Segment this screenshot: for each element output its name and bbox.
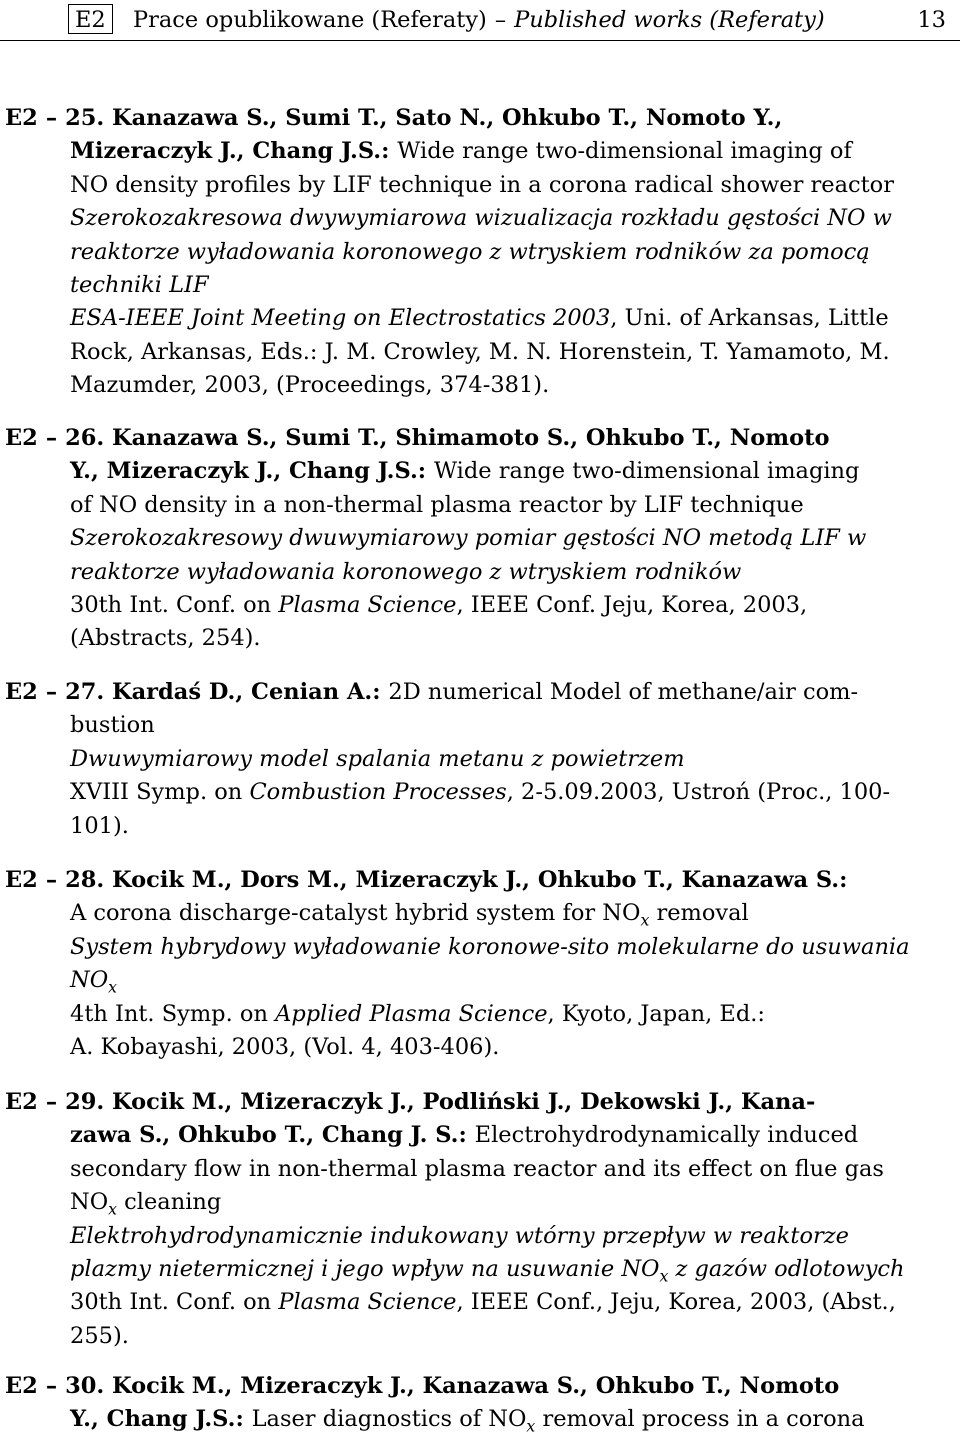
entry-line (70, 1286, 896, 1319)
entry-id: E2 (5, 679, 38, 705)
header-title-en: Published works (Referaty) (514, 7, 825, 33)
entry-id: E2 (5, 1089, 38, 1115)
entry-dash: – (45, 867, 58, 893)
entry-text: (Abstracts, 254). (70, 625, 261, 652)
page-number: 13 (917, 7, 946, 33)
entry-line (70, 1153, 884, 1186)
title-polish: NO (70, 967, 109, 994)
title-polish-cont: z gazów odlotowych (668, 1256, 905, 1282)
entry-id: E2 (5, 425, 38, 451)
title-polish: techniki LIF (70, 272, 209, 298)
entry-text-cont: , 2-5.09.2003, Ustroń (Proc., 100- (506, 779, 891, 806)
entry-dash: – (45, 425, 58, 451)
entry-line (5, 864, 847, 897)
title-polish: reaktorze wyładowania koronowego z wtryskiem rodników (70, 558, 742, 585)
entry-line (70, 964, 117, 997)
entry-line (70, 489, 804, 522)
entry-line (70, 1253, 905, 1286)
entry-id: E2 (5, 1373, 38, 1399)
entry-text: NO density profiles by LIF technique in a corona radical shower reactor (70, 171, 894, 198)
entry-text: secondary flow in non-thermal plasma reactor and its effect on flue gas (70, 1155, 884, 1182)
header-separator: – (494, 7, 507, 33)
entry-text: 255). (70, 1322, 129, 1349)
entry-text: Rock, Arkansas, Eds.: J. M. Crowley, M. N. Horenstein, T. Yamamoto, M. (70, 338, 890, 365)
entry-line (70, 202, 892, 235)
header-title-pl: Prace opublikowane (Referaty) (133, 7, 487, 33)
authors: Kocik M., Mizeraczyk J., Kanazawa S., Ohkubo T., Nomoto (112, 1373, 840, 1399)
title-polish: plazmy nietermicznej i jego wpływ na usuwanie NO (70, 1256, 660, 1282)
entry-line (70, 1403, 865, 1436)
authors: Y., Chang J.S.: (70, 1406, 252, 1433)
subscript: x (659, 1266, 669, 1286)
venue-name: Plasma Science (278, 1289, 457, 1316)
entry-text: A. Kobayashi, 2003, (Vol. 4, 403-406). (70, 1034, 500, 1060)
entry-text: A corona discharge-catalyst hybrid system for NO (70, 900, 641, 927)
authors: Mizeraczyk J., Chang J.S.: (70, 138, 398, 165)
entry-dash: – (45, 1373, 58, 1399)
subscript: x (640, 910, 650, 930)
entry-number: 25. (65, 105, 113, 131)
entry-line (70, 1320, 129, 1353)
venue-name: Applied Plasma Science (275, 1000, 548, 1027)
entry-text: bustion (70, 712, 155, 739)
entry-number: 26. (65, 425, 113, 451)
title-polish: Dwuwymiarowy model spalania metanu z powietrzem (70, 745, 685, 772)
entry-line (70, 1186, 221, 1219)
entry-text: XVIII Symp. on (70, 779, 250, 806)
section-label: E2 (68, 4, 113, 34)
entry-text: Laser diagnostics of NO (251, 1406, 527, 1433)
entry-line (70, 709, 155, 742)
entry-text: 2D numerical Model of methane/air com- (388, 679, 859, 705)
entry-line (70, 455, 859, 488)
authors: Kanazawa S., Sumi T., Shimamoto S., Ohkubo T., Nomoto (112, 425, 830, 451)
title-polish: ESA-IEEE Joint Meeting on Electrostatics 2003 (70, 305, 611, 332)
title-polish: Szerokozakresowy dwuwymiarowy pomiar gęstości NO metodą LIF w (70, 525, 867, 552)
entry-line (70, 998, 765, 1031)
entry-line (70, 522, 866, 555)
title-polish: System hybrydowy wyładowanie koronowe-sito molekularne do usuwania (70, 933, 910, 960)
entry-dash: – (45, 679, 58, 705)
entry-text: Mazumder, 2003, (Proceedings, 374-381). (70, 372, 550, 399)
subscript: x (526, 1416, 536, 1436)
entry-line (70, 1031, 499, 1064)
entry-text: 30th Int. Conf. on (70, 592, 279, 618)
entry-line (5, 422, 830, 455)
title-polish: reaktorze wyładowania koronowego z wtryskiem rodników za pomocą (70, 238, 870, 265)
authors: Kocik M., Mizeraczyk J., Podliński J., Dekowski J., Kana- (112, 1089, 816, 1115)
entry-dash: – (45, 1089, 58, 1115)
entry-text: Wide range two-dimensional imaging of (397, 138, 852, 165)
entry-text: 101). (70, 812, 129, 839)
entry-text: Electrohydrodynamically induced (474, 1122, 859, 1149)
venue-name: Combustion Processes (249, 779, 507, 806)
entry-line (70, 369, 549, 402)
entry-line (70, 897, 749, 930)
entry-number: 29. (65, 1089, 113, 1115)
venue-name: Plasma Science (278, 592, 457, 618)
title-polish: Szerokozakresowa dwywymiarowa wizualizacja rozkładu gęstości NO w (70, 205, 892, 232)
entry-text-cont: , IEEE Conf. Jeju, Korea, 2003, (456, 592, 808, 618)
authors: Kardaś D., Cenian A.: (112, 679, 389, 705)
entry-line (70, 236, 870, 269)
entry-line (70, 743, 685, 776)
entry-line (70, 776, 890, 809)
entry-text-cont: , IEEE Conf., Jeju, Korea, 2003, (Abst., (456, 1289, 896, 1316)
authors: Y., Mizeraczyk J., Chang J.S.: (70, 458, 434, 485)
title-polish: Elektrohydrodynamicznie indukowany wtórny przepływ w reaktorze (70, 1222, 849, 1249)
entry-line (70, 589, 807, 622)
entry-line (70, 931, 910, 964)
authors: Kocik M., Dors M., Mizeraczyk J., Ohkubo T., Kanazawa S.: (112, 867, 848, 893)
entry-text: , Uni. of Arkansas, Little (610, 305, 889, 332)
entry-line (5, 676, 858, 709)
entry-line (70, 269, 209, 302)
entry-text-cont: removal (649, 900, 749, 927)
entry-text: Wide range two-dimensional imaging (433, 458, 860, 485)
entry-id: E2 (5, 105, 38, 131)
entry-line (70, 1220, 849, 1253)
entry-text-cont: , Kyoto, Japan, Ed.: (547, 1000, 765, 1027)
entry-text-cont: cleaning (117, 1189, 222, 1216)
entry-dash: – (45, 105, 58, 131)
entry-line (70, 302, 889, 335)
entry-line (5, 102, 782, 135)
entry-number: 30. (65, 1373, 113, 1399)
subscript: x (108, 1199, 118, 1219)
entry-line (70, 169, 894, 202)
entry-text-cont: removal process in a corona (535, 1406, 865, 1433)
authors: Kanazawa S., Sumi T., Sato N., Ohkubo T., Nomoto Y., (112, 105, 783, 131)
entry-id: E2 (5, 867, 38, 893)
entry-text: NO (70, 1189, 109, 1216)
entry-line (70, 622, 261, 655)
entry-line (70, 336, 890, 369)
entry-line (70, 556, 741, 589)
entry-number: 28. (65, 867, 113, 893)
entry-line (5, 1086, 815, 1119)
authors: zawa S., Ohkubo T., Chang J. S.: (70, 1122, 475, 1149)
entry-text: of NO density in a non-thermal plasma reactor by LIF technique (70, 491, 804, 518)
entry-line (70, 810, 129, 843)
entry-text: 4th Int. Symp. on (70, 1000, 276, 1027)
subscript: x (108, 977, 118, 997)
entry-line (70, 135, 852, 168)
header-title (133, 4, 825, 36)
page-header (0, 0, 960, 41)
entry-line (5, 1370, 839, 1403)
entry-line (70, 1119, 858, 1152)
entry-text: 30th Int. Conf. on (70, 1289, 279, 1316)
entry-number: 27. (65, 679, 113, 705)
